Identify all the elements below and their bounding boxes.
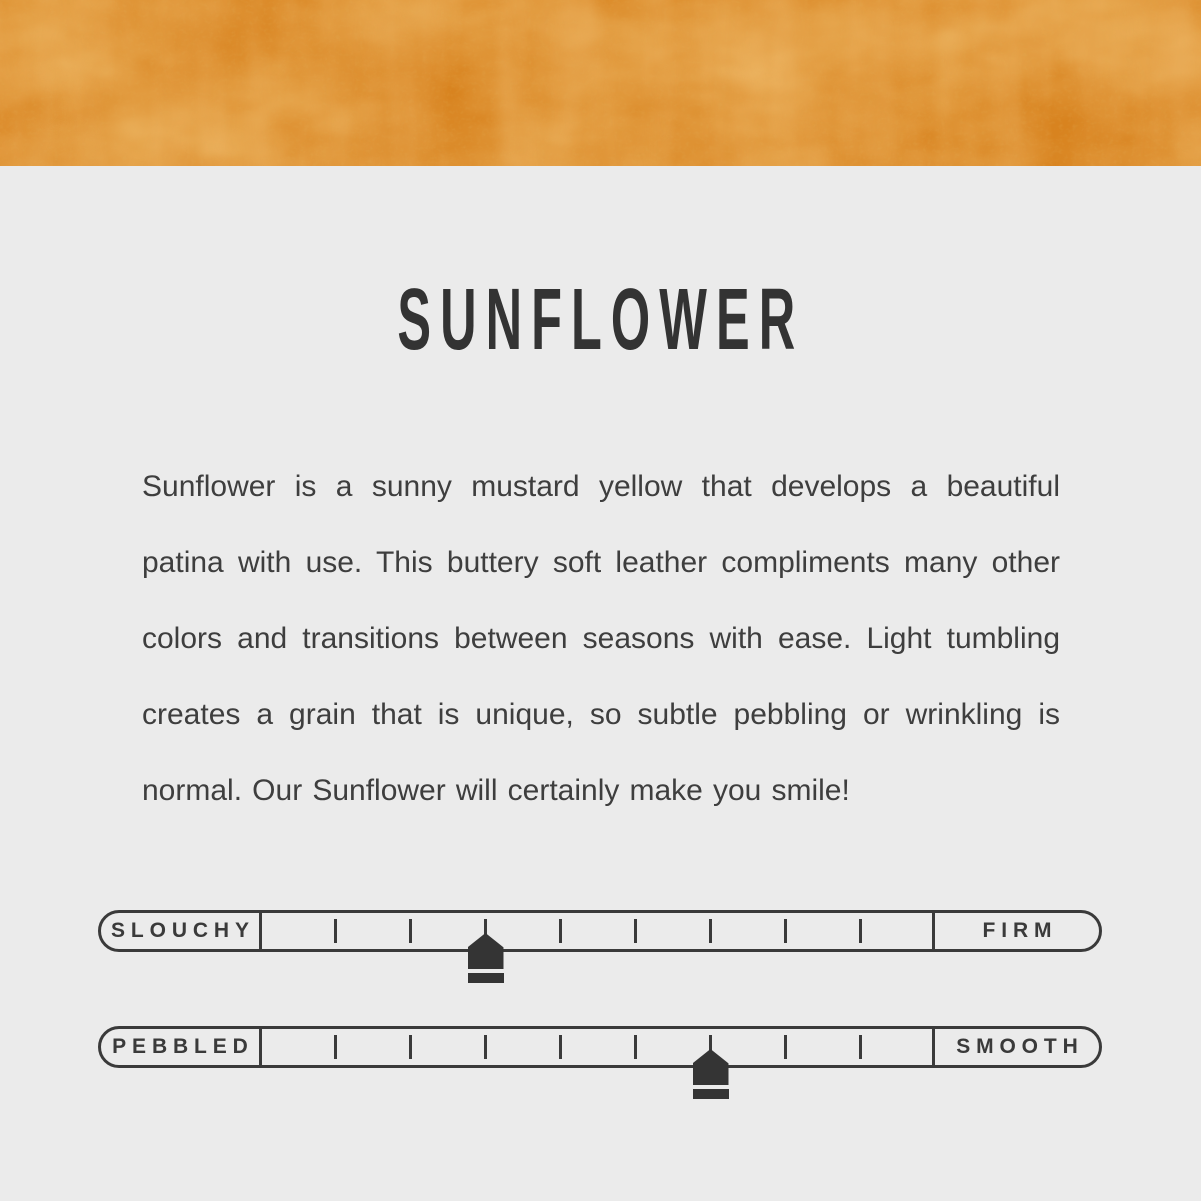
scale-tick [484, 1035, 487, 1059]
scale-right-cap [932, 1029, 1099, 1065]
scale-tick [559, 1035, 562, 1059]
scale-tick [859, 1035, 862, 1059]
leather-texture-image [0, 0, 1201, 166]
color-description-text: Sunflower is a sunny mustard yellow that develops a beautiful patina with use. This buttery soft leather compliments many other colors and transitions between seasons with ease. Light tumbling creates a grain that is unique, so subtle pebbling or wrinkling is normal. Our Sunflower will certainly make you smile! [142, 470, 1060, 807]
scale-marker-pointer [693, 1049, 729, 1085]
page-title [0, 271, 1201, 368]
scale-right-label: FIRM [982, 919, 1058, 942]
page-title-text: SUNFLOWER [397, 271, 804, 368]
scale-marker-bar [468, 973, 504, 983]
scale-left-cap [101, 913, 262, 949]
scale-right-cap [932, 913, 1099, 949]
scale-marker [468, 913, 504, 993]
scale-tick [559, 919, 562, 943]
scale-left-cap [101, 1029, 262, 1065]
scale-tick [334, 1035, 337, 1059]
scale-track [262, 1029, 932, 1065]
scale-marker-pointer [468, 933, 504, 969]
pebbled-smooth-scale [98, 1026, 1102, 1068]
scale-tick [709, 919, 712, 943]
scale-tick [634, 919, 637, 943]
scale-tick [409, 1035, 412, 1059]
scale-marker [693, 1029, 729, 1109]
scale-track [262, 913, 932, 949]
scale-tick [634, 1035, 637, 1059]
scale-tick [859, 919, 862, 943]
scale-right-label: SMOOTH [956, 1035, 1084, 1058]
scale-tick [334, 919, 337, 943]
scale-marker-bar [693, 1089, 729, 1099]
scale-left-label: SLOUCHY [111, 919, 255, 942]
scale-tick [784, 1035, 787, 1059]
leather-swatch-banner [0, 0, 1201, 166]
slouchy-firm-scale [98, 910, 1102, 952]
scale-tick [784, 919, 787, 943]
scale-tick [409, 919, 412, 943]
scale-left-label: PEBBLED [112, 1035, 254, 1058]
